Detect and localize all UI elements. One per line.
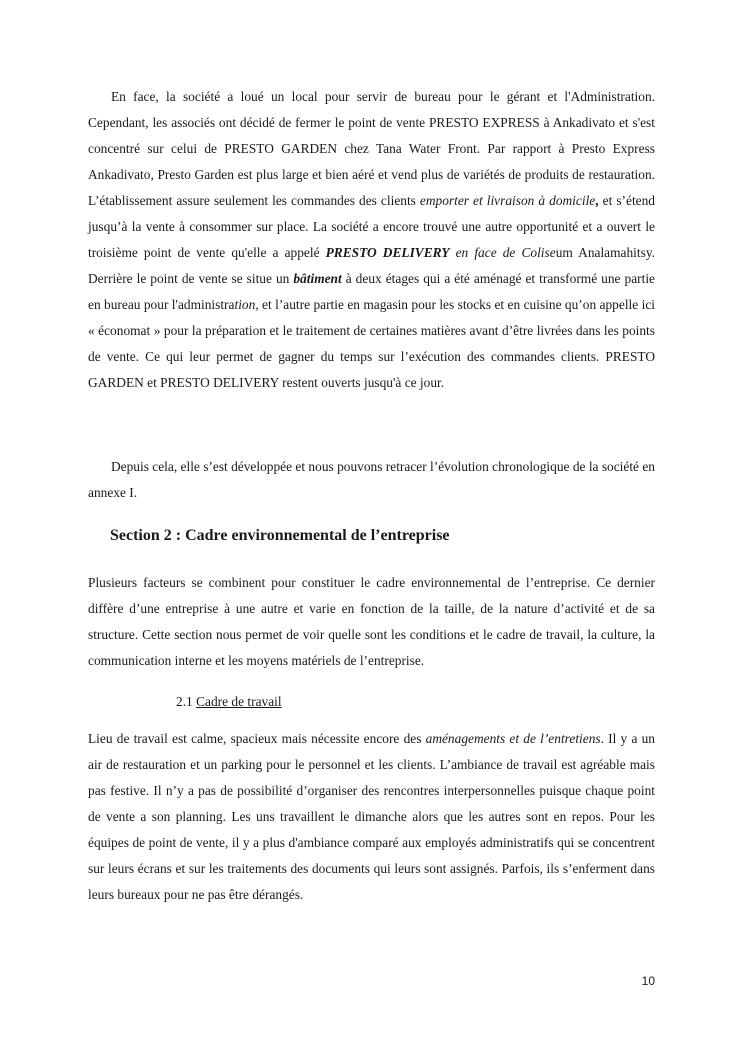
paragraph-development: Depuis cela, elle s’est développée et nous pouvons retracer l’évolution chronologique de la société en annexe I. (88, 459, 655, 500)
section-heading: Section 2 : Cadre environnemental de l’entreprise (110, 527, 450, 544)
text-run: et s’étend jusqu’à la vente à consommer sur place. La société a encore trouvé une autre opportunité et a ouvert le troisième point de vente qu'elle a appelé (88, 193, 655, 260)
text-run-italic: tion (234, 297, 256, 312)
subsection-number: 2.1 (176, 694, 197, 709)
text-run-bold-italic: bâtiment (293, 271, 342, 286)
paragraph-environment: Plusieurs facteurs se combinent pour constituer le cadre environnemental de l’entreprise. Ce dernier diffère d’une entreprise à une autre et varie en fonction de la taille, de la nature d’activité et de sa structure. Cette section nous permet de voir quelle sont les conditions et le cadre de travail, la culture, la communication interne et les moyens matériels de l’entreprise. (88, 575, 655, 668)
text-run: , et l’autre partie en magasin pour les stocks et en cuisine qu’on appelle ici « économat » pour la préparation et le traitement de certaines matières avant d’être livrées dans les points de vente. Ce qui leur permet de gagner du temps sur l’exécution des commandes clients. PRESTO GARDEN et PRESTO DELIVERY restent ouverts jusqu'à ce jour. (88, 297, 655, 390)
paragraph-presto-history (88, 84, 655, 396)
text-run: Lieu de travail est calme, spacieux mais nécessite encore des (88, 731, 426, 746)
text-run: En face, la société a loué un local pour servir de bureau pour le gérant et l'Administration. Cependant, les associés ont décidé de fermer le point de vente PRESTO EXPRESS à Ankadivato et s'est concentré sur celui de PRESTO GARDEN chez Tana Water Front. Par rapport à Presto Express Ankadivato, Presto Garden est plus large et bien aéré et vend plus de variétés de produits de restauration. L’établissement assure seulement les commandes des clients (88, 89, 655, 208)
text-run-italic: en face de Colise (449, 245, 556, 260)
text-run: . Il y a un air de restauration et un parking pour le personnel et les clients. L’ambiance de travail est agréable mais pas festive. Il n’y a pas de possibilité d’organiser des rencontres interpersonnelles puisque chaque point de vente a son planning. Les uns travaillent le dimanche alors que les autres sont en repos. Pour les équipes de point de vente, il y a plus d'ambiance comparé aux employés administratifs qui se concentrent sur leurs écrans et sur les traitements des documents qui leurs sont assignés. Parfois, ils s’enferment dans leurs bureaux pour ne pas être dérangés. (88, 731, 655, 902)
subsection-title: Cadre de travail (196, 694, 282, 709)
text-run-bold-italic: PRESTO DELIVERY (325, 245, 450, 260)
page-number: 10 (641, 974, 655, 988)
text-run-bold: , (595, 193, 599, 208)
subsection-heading (176, 694, 282, 710)
paragraph-work-environment (88, 726, 655, 908)
text-run: à deux étages qui a été aménagé et transformé une partie en bureau pour l'administra (88, 271, 655, 312)
text-run: um Analamahitsy. Derrière le point de vente se situe un (88, 245, 655, 286)
text-run-italic: emporter et livraison à domicile (419, 193, 596, 208)
text-run-italic: aménagements et de l’entretiens (425, 731, 601, 746)
